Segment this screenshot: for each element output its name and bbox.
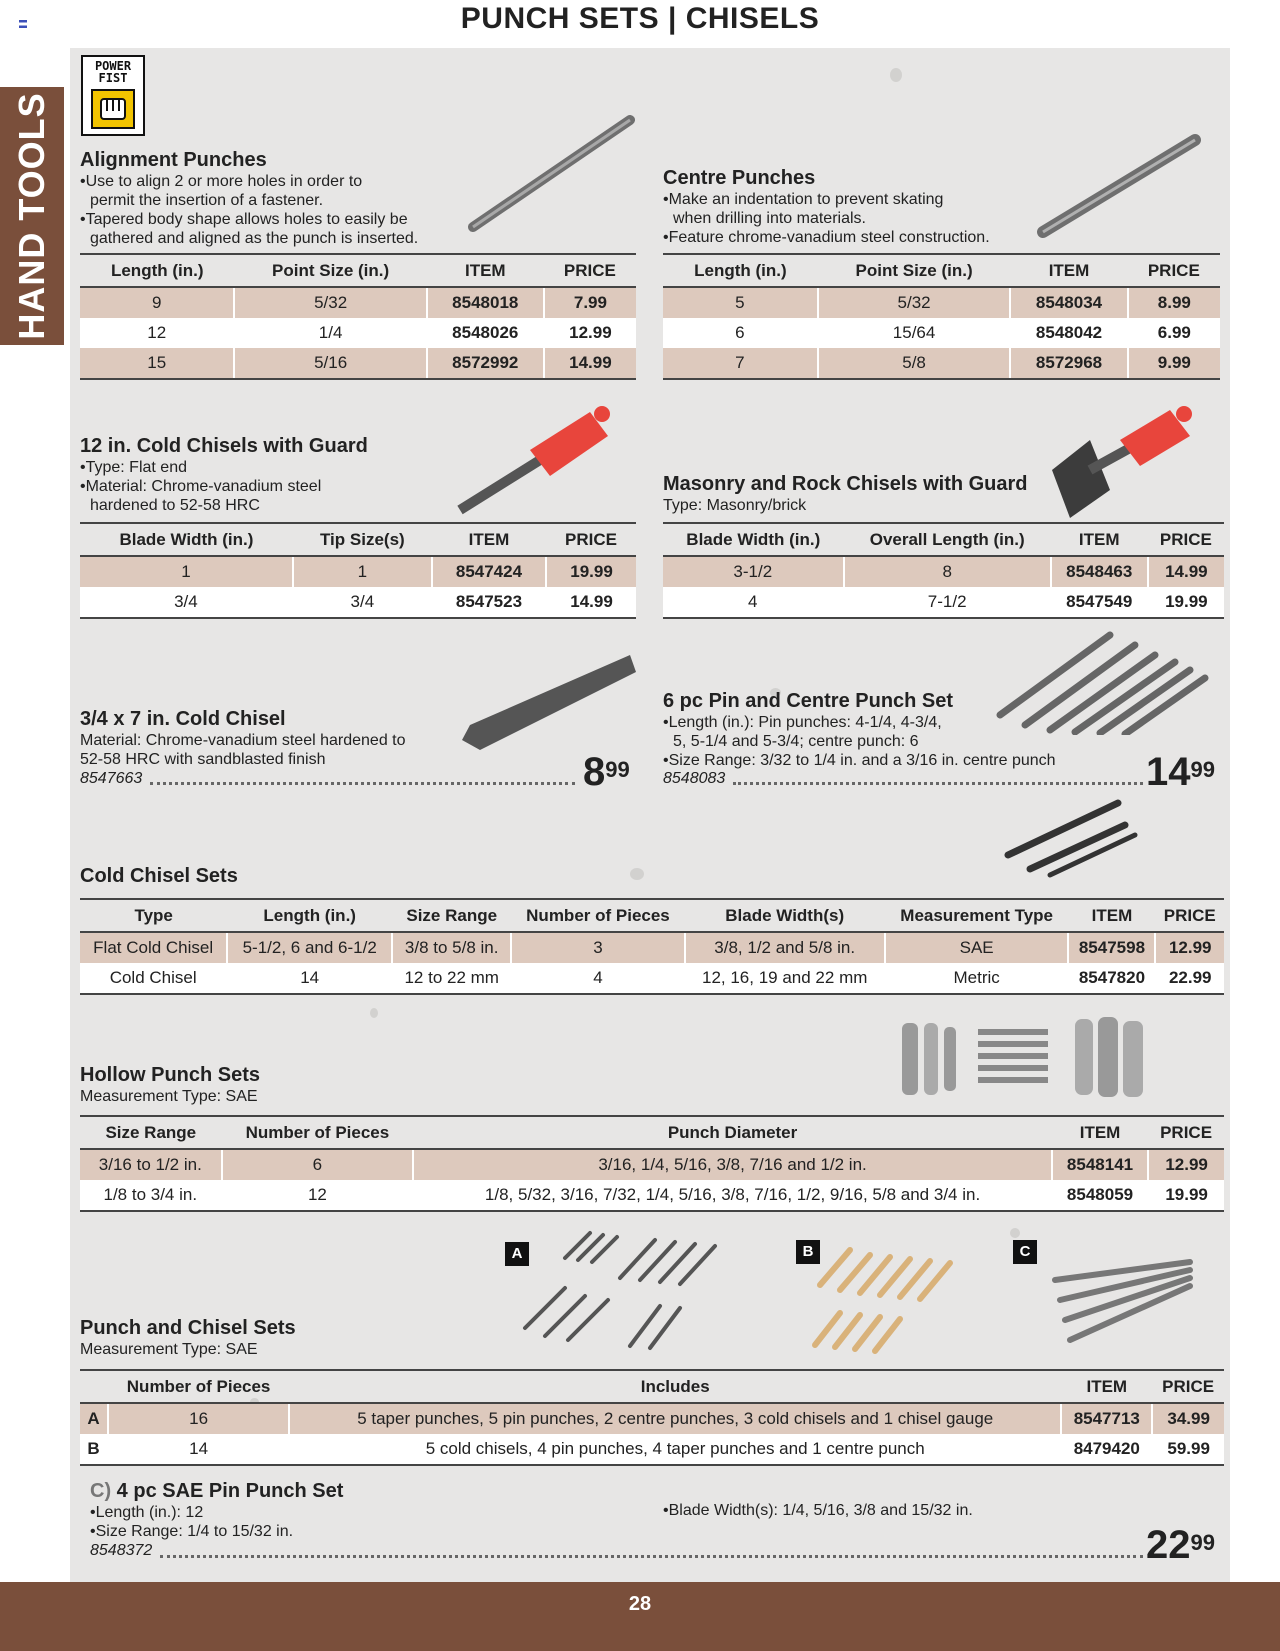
- cold-chisel-sets-table: Type Length (in.) Size Range Number of Pieces Blade Width(s) Measurement Type ITEM PRICE Flat Cold Chisel 5-1/2, 6 and 6-1/2 3/8 to 5/8 in. 3 3/8, 1/2 and 5/8 in. SAE 8547598 12.99 Cold Chisel 14 12 to 22 mm 4 12, 16, 19 and 22 mm Metric 8547820 22.99: [80, 898, 1224, 995]
- page-number: 28: [628, 1593, 652, 1615]
- alignment-punches-section: Alignment Punches •Use to align 2 or more holes in order to permit the insertion of a fastener. •Tapered body shape allows holes to easily be gathered and aligned as the punch is inserted.: [80, 149, 419, 247]
- section-side-tab: HAND TOOLS: [0, 87, 64, 345]
- table-row: 3/4 3/4 8547523 14.99: [80, 587, 636, 618]
- section-title: Punch and Chisel Sets: [80, 1317, 296, 1339]
- pin-punch-set-section: 6 pc Pin and Centre Punch Set •Length (in.): Pin punches: 4-1/4, 4-3/4, 5, 5-1/4 and 5-3/4; centre punch: 6 •Size Range: 3/32 to 1/4 in. and a 3/16 in. centre punch: [663, 690, 1056, 769]
- table-row: 15 5/16 8572992 14.99: [80, 348, 636, 379]
- hollow-punch-sets-section: Hollow Punch Sets Measurement Type: SAE: [80, 1064, 261, 1105]
- set-label-c: C: [1013, 1240, 1037, 1264]
- hollow-punch-sets-table: Size Range Number of Pieces Punch Diameter ITEM PRICE 3/16 to 1/2 in. 6 3/16, 1/4, 5/16, 3/8, 7/16 and 1/2 in. 8548141 12.99 1/8 to 3/4 in. 12 1/8, 5/32, 3/16, 7/32, 1/4, 5/16, 3/8, 7/16, 1/2, 9/16, 5/8 and 3/4 in. 8548059 19.99: [80, 1115, 1224, 1212]
- price-tag: $14^{99}$: [1146, 750, 1215, 794]
- table-row: 4 7-1/2 8547549 19.99: [663, 587, 1224, 618]
- table-row: 7 5/8 8572968 9.99: [663, 348, 1220, 379]
- cold-chisels-guard-table: Blade Width (in.) Tip Size(s) ITEM PRICE 1 1 8547424 19.99 3/4 3/4 8547523 14.99: [80, 522, 636, 619]
- leader-dots: [160, 1555, 1143, 1558]
- set-label-a: A: [505, 1242, 529, 1266]
- section-title: Masonry and Rock Chisels with Guard: [663, 473, 1028, 495]
- table-row: 9 5/32 8548018 7.99: [80, 287, 636, 318]
- cold-chisel-sets-title: Cold Chisel Sets: [80, 865, 238, 887]
- item-number: 8548372: [90, 1542, 153, 1559]
- section-title: C) 4 pc SAE Pin Punch Set: [90, 1480, 344, 1502]
- table-row: A 16 5 taper punches, 5 pin punches, 2 centre punches, 3 cold chisels and 1 chisel gauge 8547713 34.99: [80, 1403, 1224, 1434]
- table-row: B 14 5 cold chisels, 4 pin punches, 4 taper punches and 1 centre punch 8479420 59.99: [80, 1434, 1224, 1465]
- section-title: Hollow Punch Sets: [80, 1064, 261, 1086]
- fist-icon: [91, 89, 135, 129]
- punch-chisel-set-b-image: [810, 1235, 990, 1355]
- cold-chisel-guard-image: [450, 400, 620, 520]
- table-row: 1 1 8547424 19.99: [80, 556, 636, 587]
- item-number: 8548083: [663, 770, 726, 787]
- masonry-chisels-section: Masonry and Rock Chisels with Guard Type: Masonry/brick: [663, 473, 1028, 514]
- punch-set-c-image: [1050, 1250, 1200, 1350]
- price-tag: $22^{99}$: [1146, 1523, 1215, 1567]
- section-title: Alignment Punches: [80, 149, 267, 171]
- table-row: 12 1/4 8548026 12.99: [80, 318, 636, 348]
- centre-punches-section: Centre Punches •Make an indentation to prevent skating when drilling into materials. •Feature chrome-vanadium steel construction.: [663, 167, 990, 246]
- cold-chisels-guard-section: 12 in. Cold Chisels with Guard •Type: Flat end •Material: Chrome-vanadium steel hardened to 52-58 HRC: [80, 435, 368, 514]
- cold-chisel-section: 3/4 x 7 in. Cold Chisel Material: Chrome-vanadium steel hardened to 52-58 HRC with sandblasted finish: [80, 708, 406, 768]
- punch-chisel-set-a-image: [520, 1228, 740, 1353]
- centre-punches-table: Length (in.) Point Size (in.) ITEM PRICE 5 5/32 8548034 8.99 6 15/64 8548042 6.99 7 5/8 8572968 9.99: [663, 253, 1220, 380]
- cold-chisel-image: [460, 650, 640, 760]
- section-title: Centre Punches: [663, 167, 816, 189]
- table-row: 6 15/64 8548042 6.99: [663, 318, 1220, 348]
- alignment-punches-table: Length (in.) Point Size (in.) ITEM PRICE 9 5/32 8548018 7.99 12 1/4 8548026 12.99 15 5/16 8572992 14.99: [80, 253, 636, 380]
- masonry-chisels-table: Blade Width (in.) Overall Length (in.) ITEM PRICE 3-1/2 8 8548463 14.99 4 7-1/2 8547549 19.99: [663, 522, 1224, 619]
- set-label-b: B: [796, 1240, 820, 1264]
- table-row: 1/8 to 3/4 in. 12 1/8, 5/32, 3/16, 7/32, 1/4, 5/16, 3/8, 7/16, 1/2, 9/16, 5/8 and 3/4 in. 8548059 19.99: [80, 1180, 1224, 1211]
- section-title: 12 in. Cold Chisels with Guard: [80, 435, 368, 457]
- punch-chisel-sets-table: Number of Pieces Includes ITEM PRICE A 16 5 taper punches, 5 pin punches, 2 centre punches, 3 cold chisels and 1 chisel gauge 8547713 34.99 B 14 5 cold chisels, 4 pin punches, 4 taper punches and 1 centre punch 8479420 59.99: [80, 1369, 1224, 1466]
- table-row: 3/16 to 1/2 in. 6 3/16, 1/4, 5/16, 3/8, 7/16 and 1/2 in. 8548141 12.99: [80, 1149, 1224, 1180]
- section-title: 3/4 x 7 in. Cold Chisel: [80, 708, 286, 730]
- cold-chisel-sets-image: [1000, 795, 1140, 880]
- centre-punch-image: [1035, 130, 1205, 240]
- alignment-punch-image: [465, 115, 635, 235]
- punch-chisel-sets-section: Punch and Chisel Sets Measurement Type: SAE: [80, 1317, 296, 1358]
- power-fist-logo: POWER FIST: [81, 55, 145, 136]
- page-title: PUNCH SETS | CHISELS: [460, 2, 820, 35]
- section-title: 6 pc Pin and Centre Punch Set: [663, 690, 954, 712]
- leader-dots: [733, 782, 1143, 785]
- item-number: 8547663: [80, 770, 143, 787]
- leader-dots: [150, 782, 575, 785]
- table-row: 5 5/32 8548034 8.99: [663, 287, 1220, 318]
- table-row: Cold Chisel 14 12 to 22 mm 4 12, 16, 19 and 22 mm Metric 8547820 22.99: [80, 963, 1224, 994]
- table-row: Flat Cold Chisel 5-1/2, 6 and 6-1/2 3/8 to 5/8 in. 3 3/8, 1/2 and 5/8 in. SAE 8547598 12.99: [80, 932, 1224, 963]
- blade-width-spec: •Blade Width(s): 1/4, 5/16, 3/8 and 15/32 in.: [663, 1502, 973, 1519]
- hollow-punch-sets-image: [900, 1015, 1150, 1100]
- price-tag: $8^{99}$: [583, 750, 630, 794]
- page-footer: [0, 1582, 1280, 1651]
- masonry-chisel-image: [1050, 400, 1210, 520]
- pin-punch-4pc-section: C) 4 pc SAE Pin Punch Set •Length (in.): 12 •Size Range: 1/4 to 15/32 in.: [90, 1480, 344, 1540]
- table-row: 3-1/2 8 8548463 14.99: [663, 556, 1224, 587]
